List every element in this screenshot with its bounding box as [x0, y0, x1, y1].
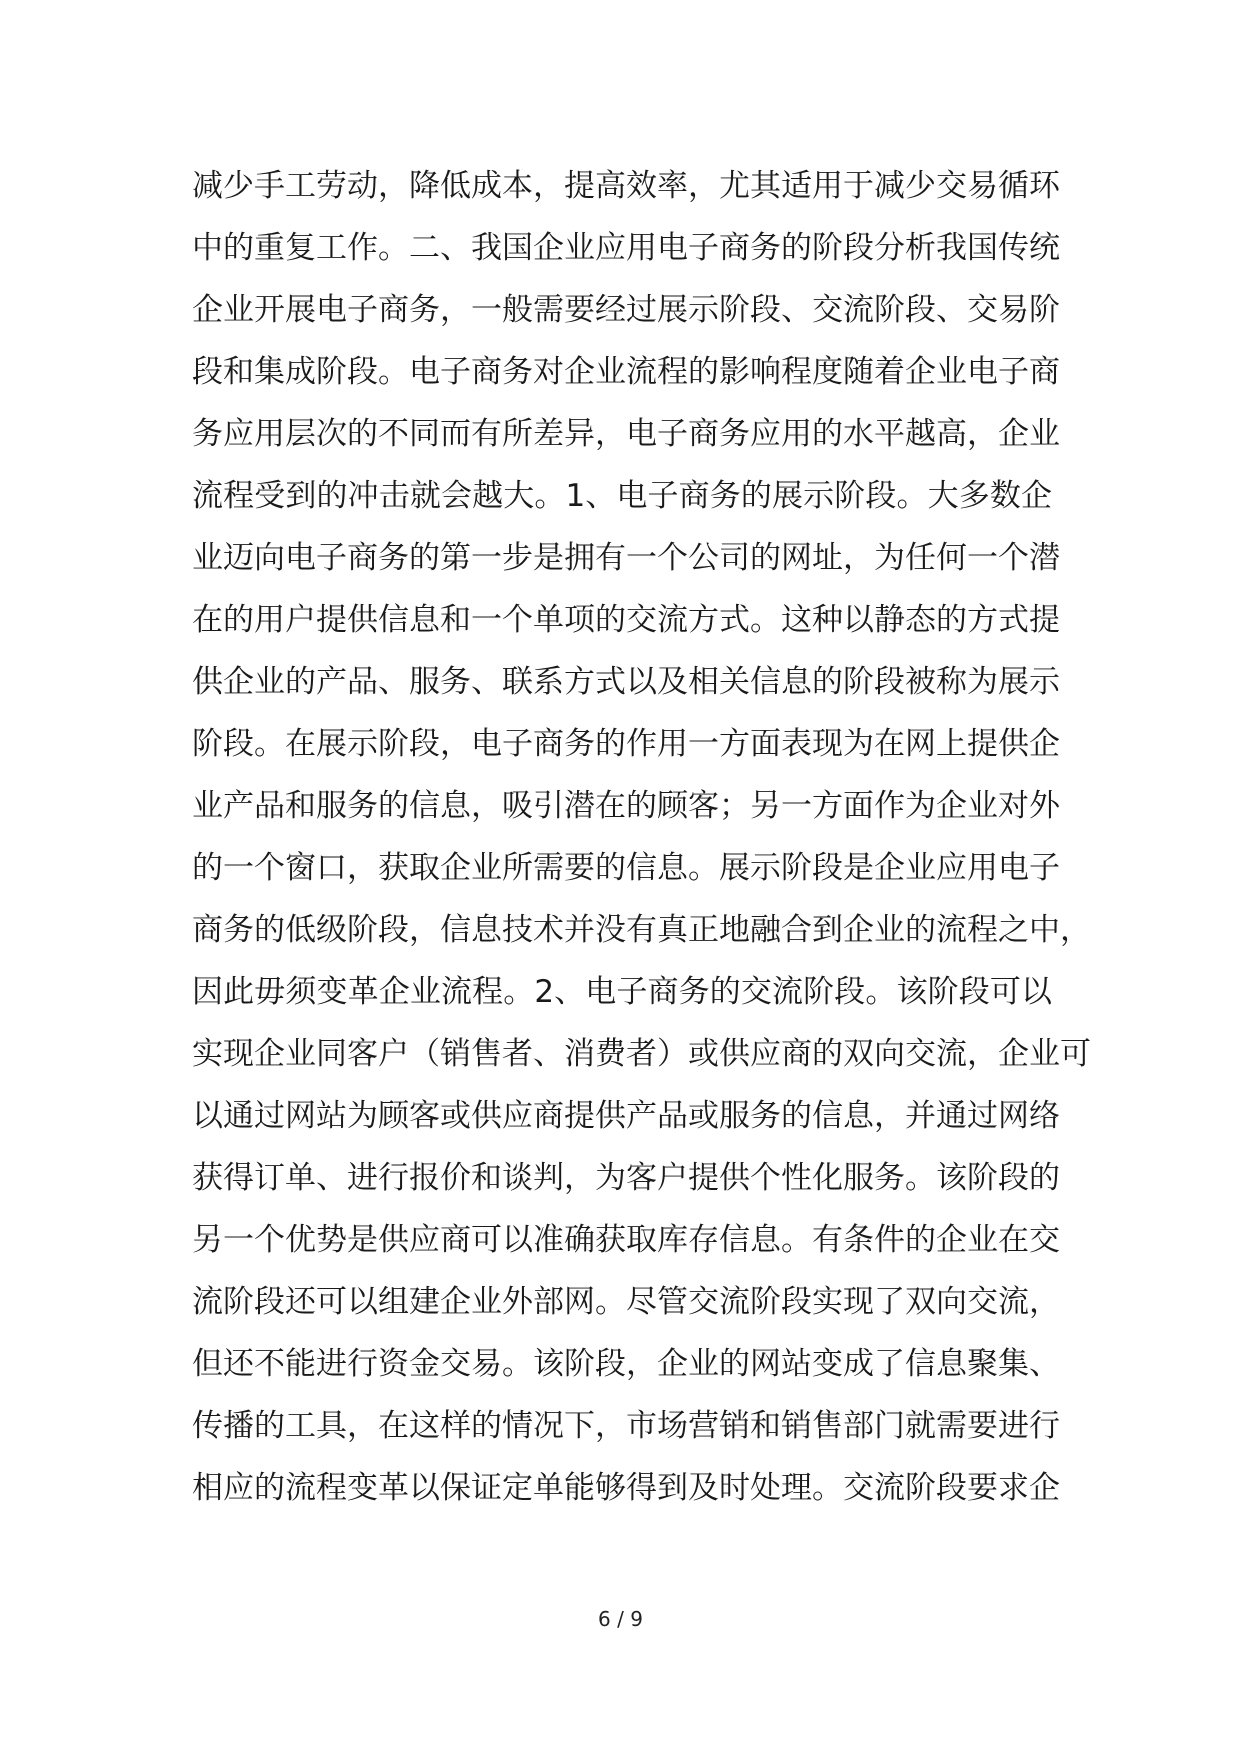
text-line: 阶段。在展示阶段，电子商务的作用一方面表现为在网上提供企	[192, 726, 1060, 762]
text-line: 务应用层次的不同而有所差异，电子商务应用的水平越高，企业	[192, 416, 1060, 452]
text-line: 中的重复工作。二、我国企业应用电子商务的阶段分析我国传统	[192, 230, 1060, 266]
text-line: 流程受到的冲击就会越大。1、电子商务的展示阶段。大多数企	[192, 478, 1052, 514]
text-line: 传播的工具，在这样的情况下，市场营销和销售部门就需要进行	[192, 1408, 1060, 1444]
text-line: 实现企业同客户（销售者、消费者）或供应商的双向交流，企业可	[192, 1036, 1091, 1072]
text-line: 供企业的产品、服务、联系方式以及相关信息的阶段被称为展示	[192, 664, 1060, 700]
text-line: 段和集成阶段。电子商务对企业流程的影响程度随着企业电子商	[192, 354, 1060, 390]
text-line: 商务的低级阶段，信息技术并没有真正地融合到企业的流程之中，	[192, 912, 1091, 948]
text-line: 企业开展电子商务，一般需要经过展示阶段、交流阶段、交易阶	[192, 292, 1060, 328]
text-line: 业产品和服务的信息，吸引潜在的顾客；另一方面作为企业对外	[192, 788, 1060, 824]
text-line: 因此毋须变革企业流程。2、电子商务的交流阶段。该阶段可以	[192, 974, 1052, 1010]
text-line: 但还不能进行资金交易。该阶段，企业的网站变成了信息聚集、	[192, 1346, 1060, 1382]
text-line: 减少手工劳动，降低成本，提高效率，尤其适用于减少交易循环	[192, 168, 1060, 204]
page-number: 6 / 9	[598, 1607, 643, 1631]
text-line: 以通过网站为顾客或供应商提供产品或服务的信息，并通过网络	[192, 1098, 1060, 1134]
text-line: 另一个优势是供应商可以准确获取库存信息。有条件的企业在交	[192, 1222, 1060, 1258]
text-line: 流阶段还可以组建企业外部网。尽管交流阶段实现了双向交流，	[192, 1284, 1060, 1320]
text-line: 的一个窗口，获取企业所需要的信息。展示阶段是企业应用电子	[192, 850, 1060, 886]
body-text	[192, 155, 1091, 1519]
text-line: 业迈向电子商务的第一步是拥有一个公司的网址，为任何一个潜	[192, 540, 1060, 576]
text-line: 在的用户提供信息和一个单项的交流方式。这种以静态的方式提	[192, 602, 1060, 638]
text-line: 获得订单、进行报价和谈判，为客户提供个性化服务。该阶段的	[192, 1160, 1060, 1196]
text-line: 相应的流程变革以保证定单能够得到及时处理。交流阶段要求企	[192, 1470, 1060, 1506]
